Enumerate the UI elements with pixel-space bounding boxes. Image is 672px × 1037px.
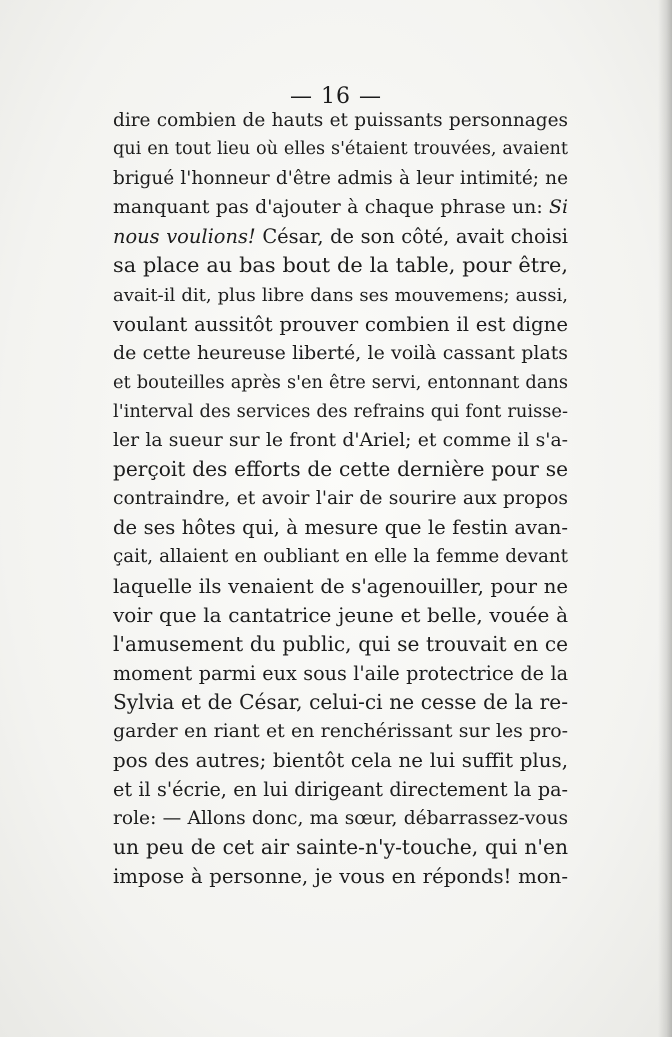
text-line: l'amusement du public, qui se trouvait en ce xyxy=(113,631,568,656)
italic-text: Si xyxy=(549,196,568,219)
text-line: de cette heureuse liberté, le voilà cassant plats xyxy=(113,341,568,364)
text-line: de ses hôtes qui, à mesure que le festin avan- xyxy=(113,516,568,540)
text-line: et il s'écrie, en lui dirigeant directement la pa- xyxy=(113,778,568,802)
body-text xyxy=(113,106,568,892)
italic-text: nous voulions! xyxy=(113,225,256,249)
page-number: — 16 — xyxy=(290,84,382,109)
text-line: pos des autres; bientôt cela ne lui suffit plus, xyxy=(113,749,568,773)
text-line: dire combien de hauts et puissants personnages xyxy=(113,110,568,131)
text-line: Sylvia et de César, celui-ci ne cesse de la re- xyxy=(113,689,568,714)
text-line: avait-il dit, plus libre dans ses mouvemens; aussi, xyxy=(113,284,568,306)
text-line: impose à personne, je vous en réponds! mon- xyxy=(113,865,568,889)
text-line: çait, allaient en oubliant en elle la femme devant xyxy=(113,546,568,568)
text-line: et bouteilles après s'en être servi, entonnant dans xyxy=(113,371,568,393)
text-line: qui en tout lieu où elles s'étaient trouvées, avaient xyxy=(113,139,568,160)
text-line: un peu de cet air sainte-n'y-touche, qui n'en xyxy=(113,835,568,860)
text-line: brigué l'honneur d'être admis à leur intimité; ne xyxy=(113,168,568,190)
text-line: l'interval des services des refrains qui font ruisse- xyxy=(113,400,568,422)
page-edge-shadow xyxy=(658,0,672,1037)
text-segment: manquant pas d'ajouter à chaque phrase un: xyxy=(113,196,543,219)
text-line: voulant aussitôt prouver combien il est digne xyxy=(113,312,568,336)
text-line: perçoit des efforts de cette dernière pour se xyxy=(113,457,568,482)
text-line: sa place au bas bout de la table, pour être, xyxy=(113,253,568,278)
text-line: role: — Allons donc, ma sœur, débarrassez-vous xyxy=(113,808,568,830)
text-line xyxy=(113,193,568,222)
text-line xyxy=(113,222,568,251)
text-line: laquelle ils venaient de s'agenouiller, pour ne xyxy=(113,574,568,598)
text-line: ler la sueur sur le front d'Ariel; et comme il s'a- xyxy=(113,430,568,452)
text-line: moment parmi eux sous l'aile protectrice de la xyxy=(113,661,568,685)
text-line: contraindre, et avoir l'air de sourire aux propos xyxy=(113,488,568,510)
text-line: voir que la cantatrice jeune et belle, vouée à xyxy=(113,602,568,627)
text-line: garder en riant et en renchérissant sur les pro- xyxy=(113,719,568,742)
text-segment: César, de son côté, avait choisi xyxy=(262,225,568,249)
